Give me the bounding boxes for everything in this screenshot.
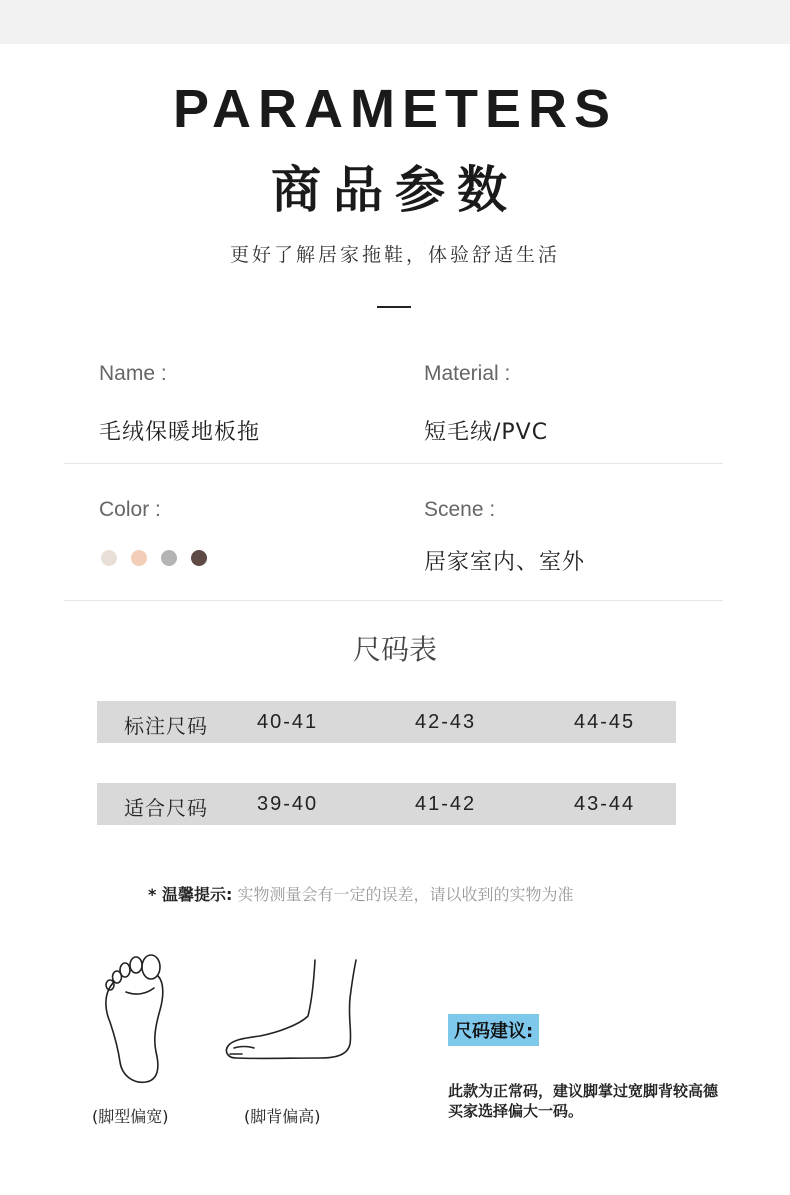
row-label: 标注尺码 <box>124 714 208 738</box>
high-instep-caption: (脚背偏高) <box>244 1107 321 1126</box>
high-instep-foot-icon <box>220 958 360 1068</box>
size-cell: 39-40 <box>257 793 319 815</box>
name-value: 毛绒保暖地板拖 <box>99 420 261 445</box>
subtitle: 更好了解居家拖鞋，体验舒适生活 <box>229 244 560 266</box>
param-separator <box>64 600 723 601</box>
size-advice-title: 尺码建议: <box>448 1014 539 1046</box>
size-cell: 42-43 <box>415 711 477 733</box>
warm-tip <box>148 882 573 905</box>
top-band <box>0 0 790 44</box>
size-row-fit <box>97 783 676 825</box>
size-cell: 41-42 <box>415 793 477 815</box>
size-cell: 40-41 <box>257 711 319 733</box>
param-separator <box>64 463 723 464</box>
material-value: 短毛绒/PVC <box>424 420 549 445</box>
scene-value: 居家室内、室外 <box>424 550 586 575</box>
color-swatch-gray[interactable] <box>161 550 177 566</box>
size-row-labeled <box>97 701 676 743</box>
size-chart-title: 尺码表 <box>352 633 437 666</box>
title-english: PARAMETERS <box>172 79 618 139</box>
size-advice-text: 此款为正常码，建议脚掌过宽脚背较高德买家选择偏大一码。 <box>448 1082 719 1120</box>
title-divider <box>377 306 411 308</box>
name-label: Name : <box>99 362 167 385</box>
material-label: Material : <box>424 362 511 385</box>
size-cell: 44-45 <box>574 711 636 733</box>
row-label: 适合尺码 <box>124 796 208 820</box>
wide-foot-caption: (脚型偏宽) <box>92 1107 169 1126</box>
tip-text: 实物测量会有一定的误差，请以收到的实物为准 <box>237 885 574 904</box>
color-label: Color : <box>99 498 161 521</box>
scene-label: Scene : <box>424 498 496 521</box>
title-chinese: 商品参数 <box>271 161 519 219</box>
color-swatch-brown[interactable] <box>191 550 207 566</box>
size-cell: 43-44 <box>574 793 636 815</box>
wide-foot-sole-icon <box>96 952 172 1086</box>
color-swatch-pink[interactable] <box>131 550 147 566</box>
color-swatch-beige[interactable] <box>101 550 117 566</box>
tip-heading: * 温馨提示: <box>148 885 233 904</box>
